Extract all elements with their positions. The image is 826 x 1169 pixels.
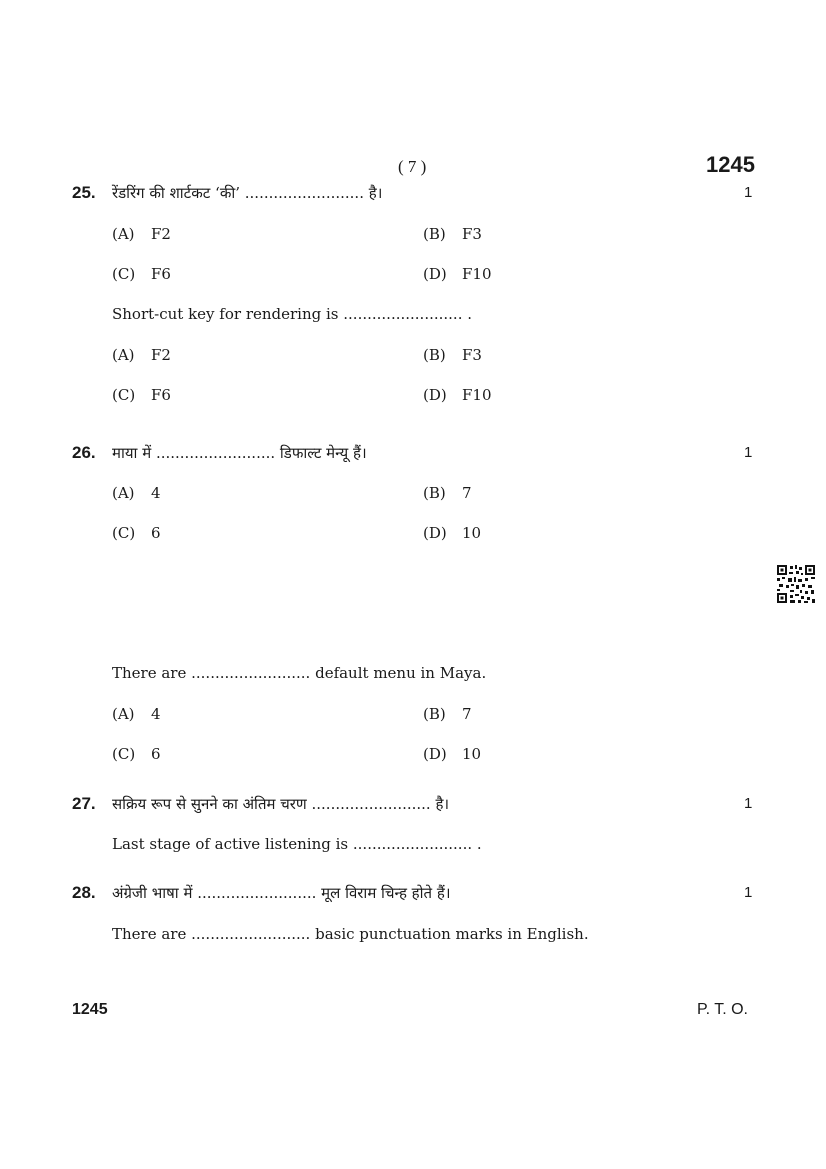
option-label: (B) — [423, 484, 446, 502]
option-label: (B) — [423, 346, 446, 364]
question-marks: 1 — [744, 884, 753, 901]
option-label: (A) — [112, 346, 135, 364]
option-c — [112, 524, 161, 542]
option-value: F2 — [151, 346, 171, 364]
question-number: 26. — [72, 443, 96, 462]
option-value: F3 — [462, 225, 482, 243]
option-label: (C) — [112, 265, 136, 283]
option-a — [112, 225, 171, 243]
option-b — [423, 705, 472, 723]
option-c — [112, 386, 171, 404]
question-marks: 1 — [744, 795, 753, 812]
option-a — [112, 346, 171, 364]
question-number: 28. — [72, 883, 96, 902]
option-value: F2 — [151, 225, 171, 243]
option-value: 10 — [462, 524, 482, 542]
option-c — [112, 745, 161, 763]
pto-label: P. T. O. — [697, 1001, 748, 1018]
option-a — [112, 705, 161, 723]
option-value: 4 — [151, 705, 161, 723]
option-d — [423, 745, 481, 763]
question-text-hindi: सक्रिय रूप से सुनने का अंतिम चरण ......................... है। — [112, 795, 450, 813]
question-text-hindi: अंग्रेजी भाषा में ......................... मूल विराम चिन्ह होते हैं। — [112, 884, 451, 902]
option-value: F10 — [462, 386, 492, 404]
option-label: (A) — [112, 705, 135, 723]
option-b — [423, 225, 482, 243]
option-label: (C) — [112, 524, 136, 542]
paper-code-footer: 1245 — [72, 1001, 108, 1018]
option-value: F10 — [462, 265, 492, 283]
option-label: (D) — [423, 386, 447, 404]
qr-code — [776, 564, 816, 604]
option-d — [423, 265, 492, 283]
option-label: (A) — [112, 484, 135, 502]
question-marks: 1 — [744, 444, 753, 461]
question-text-english: Short-cut key for rendering is ......................... . — [112, 305, 473, 323]
question-number: 27. — [72, 794, 96, 813]
question-number: 25. — [72, 183, 96, 202]
option-value: F3 — [462, 346, 482, 364]
question-text-english: There are ......................... default menu in Maya. — [112, 664, 487, 682]
option-b — [423, 346, 482, 364]
option-value: 6 — [151, 745, 161, 763]
option-d — [423, 386, 492, 404]
question-marks: 1 — [744, 184, 753, 201]
option-value: 7 — [462, 484, 472, 502]
option-a — [112, 484, 161, 502]
option-b — [423, 484, 472, 502]
question-text-hindi: माया में ......................... डिफाल्ट मेन्यू हैं। — [112, 444, 367, 462]
page-number: ( 7 ) — [398, 157, 427, 176]
question-text-english: There are ......................... basic punctuation marks in English. — [112, 925, 589, 943]
option-label: (B) — [423, 225, 446, 243]
option-value: 10 — [462, 745, 482, 763]
option-label: (D) — [423, 524, 447, 542]
option-value: F6 — [151, 265, 171, 283]
option-label: (A) — [112, 225, 135, 243]
option-c — [112, 265, 171, 283]
option-label: (C) — [112, 745, 136, 763]
option-value: F6 — [151, 386, 171, 404]
option-value: 4 — [151, 484, 161, 502]
option-value: 6 — [151, 524, 161, 542]
option-label: (D) — [423, 265, 447, 283]
option-label: (B) — [423, 705, 446, 723]
option-label: (D) — [423, 745, 447, 763]
option-d — [423, 524, 481, 542]
paper-code-header: 1245 — [706, 152, 755, 177]
option-value: 7 — [462, 705, 472, 723]
option-label: (C) — [112, 386, 136, 404]
question-text-hindi: रेंडरिंग की शार्टकट ‘की’ ......................... है। — [112, 184, 383, 202]
question-text-english: Last stage of active listening is ......................... . — [112, 835, 482, 853]
